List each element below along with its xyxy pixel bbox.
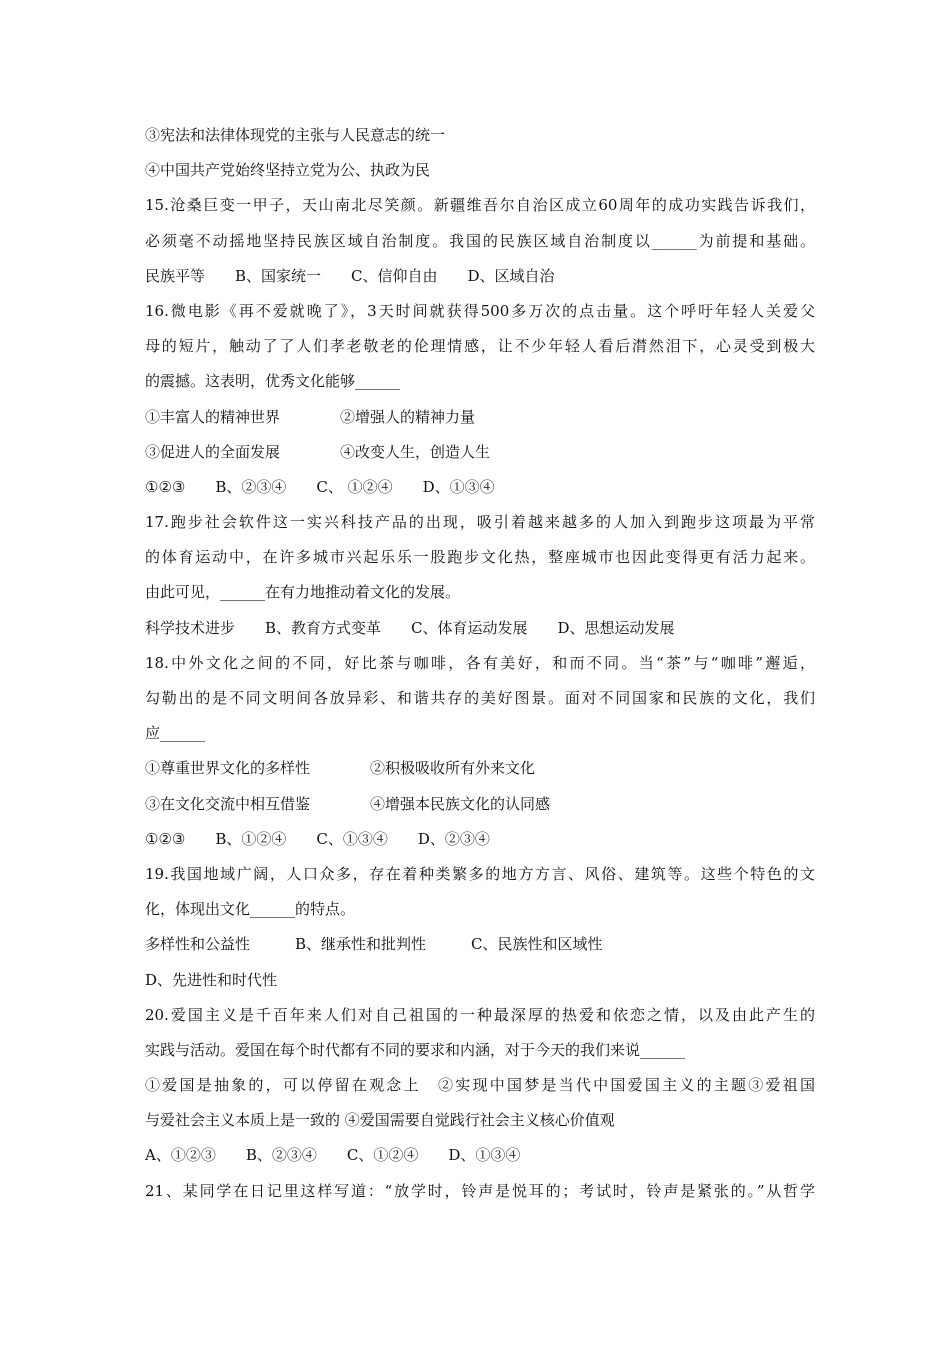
- question-18-line-2: 勾勒出的是不同文明间各放异彩、和谐共存的美好图景。面对不同国家和民族的文化，我们: [145, 689, 815, 707]
- question-20-line-1: 20.爱国主义是千百年来人们对自己祖国的一种最深厚的热爱和依恋之情，以及由此产生的: [145, 1005, 815, 1024]
- question-20-options: A、①②③ B、②③④ C、①②④ D、①③④: [145, 1146, 521, 1165]
- question-16-items-1: ①丰富人的精神世界 ②增强人的精神力量: [145, 407, 476, 426]
- question-19-options-1: 多样性和公益性 B、继承性和批判性 C、民族性和区域性: [145, 935, 603, 954]
- question-15-line-1: 15.沧桑巨变一甲子，天山南北尽笑颜。新疆维吾尔自治区成立60周年的成功实践告诉我们，: [145, 196, 815, 215]
- question-17-line-3: 由此可见，______在有力地推动着文化的发展。: [145, 583, 461, 602]
- question-20-line-2: 实践与活动。爱国在每个时代都有不同的要求和内涵，对于今天的我们来说______: [145, 1040, 686, 1059]
- question-16-items-2: ③促进人的全面发展 ④改变人生，创造人生: [145, 442, 491, 461]
- question-18-line-1: 18.中外文化之间的不同，好比茶与咖啡，各有美好，和而不同。当“茶”与“咖啡”邂逅，: [145, 653, 815, 672]
- text-line-2: ④中国共产党始终坚持立党为公、执政为民: [145, 161, 431, 180]
- text-line-1: ③宪法和法律体现党的主张与人民意志的统一: [145, 126, 446, 144]
- question-19-line-1: 19.我国地域广阔，人口众多，存在着种类繁多的地方方言、风俗、建筑等。这些个特色的文: [145, 864, 815, 883]
- question-17-options: 科学技术进步 B、教育方式变革 C、体育运动发展 D、思想运动发展: [145, 618, 675, 637]
- question-18-items-2: ③在文化交流中相互借鉴 ④增强本民族文化的认同感: [145, 794, 551, 813]
- question-16-line-1: 16.微电影《再不爱就晚了》，3天时间就获得500多万次的点击量。这个呼吁年轻人关爱父: [145, 301, 815, 320]
- question-18-options: ①②③ B、①②④ C、①③④ D、②③④: [145, 829, 490, 848]
- question-17-line-1: 17.跑步社会软件这一实兴科技产品的出现，吸引着越来越多的人加入到跑步这项最为平常: [145, 513, 815, 532]
- question-21-line-1: 21、某同学在日记里这样写道：“放学时，铃声是悦耳的；考试时，铃声是紧张的。”从哲学: [145, 1181, 815, 1200]
- question-19-options-2: D、先进性和时代性: [145, 970, 278, 989]
- question-18-items-1: ①尊重世界文化的多样性 ②积极吸收所有外来文化: [145, 759, 536, 778]
- question-15-options: 民族平等 B、国家统一 C、信仰自由 D、区域自治: [145, 266, 555, 285]
- question-20-items-2: 与爱社会主义本质上是一致的 ④爱国需要自觉践行社会主义核心价值观: [145, 1111, 615, 1130]
- document-page: [145, 118, 815, 1209]
- question-16-line-3: 的震撼。这表明，优秀文化能够______: [145, 372, 401, 391]
- question-20-items-1: ①爱国是抽象的，可以停留在观念上 ②实现中国梦是当代中国爱国主义的主题③爱祖国: [145, 1076, 815, 1095]
- question-16-line-2: 母的短片，触动了了人们孝老敬老的伦理情感，让不少年轻人看后潸然泪下，心灵受到极大: [145, 337, 815, 356]
- question-16-options: ①②③ B、②③④ C、 ①②④ D、①③④: [145, 477, 495, 496]
- question-17-line-2: 的体育运动中，在许多城市兴起乐乐一股跑步文化热，整座城市也因此变得更有活力起来。: [145, 548, 815, 567]
- question-15-line-2: 必须毫不动摇地坚持民族区域自治制度。我国的民族区域自治制度以______为前提和基础。: [145, 231, 815, 250]
- question-19-line-2: 化，体现出文化______的特点。: [145, 900, 356, 919]
- question-18-line-3: 应______: [145, 724, 206, 743]
